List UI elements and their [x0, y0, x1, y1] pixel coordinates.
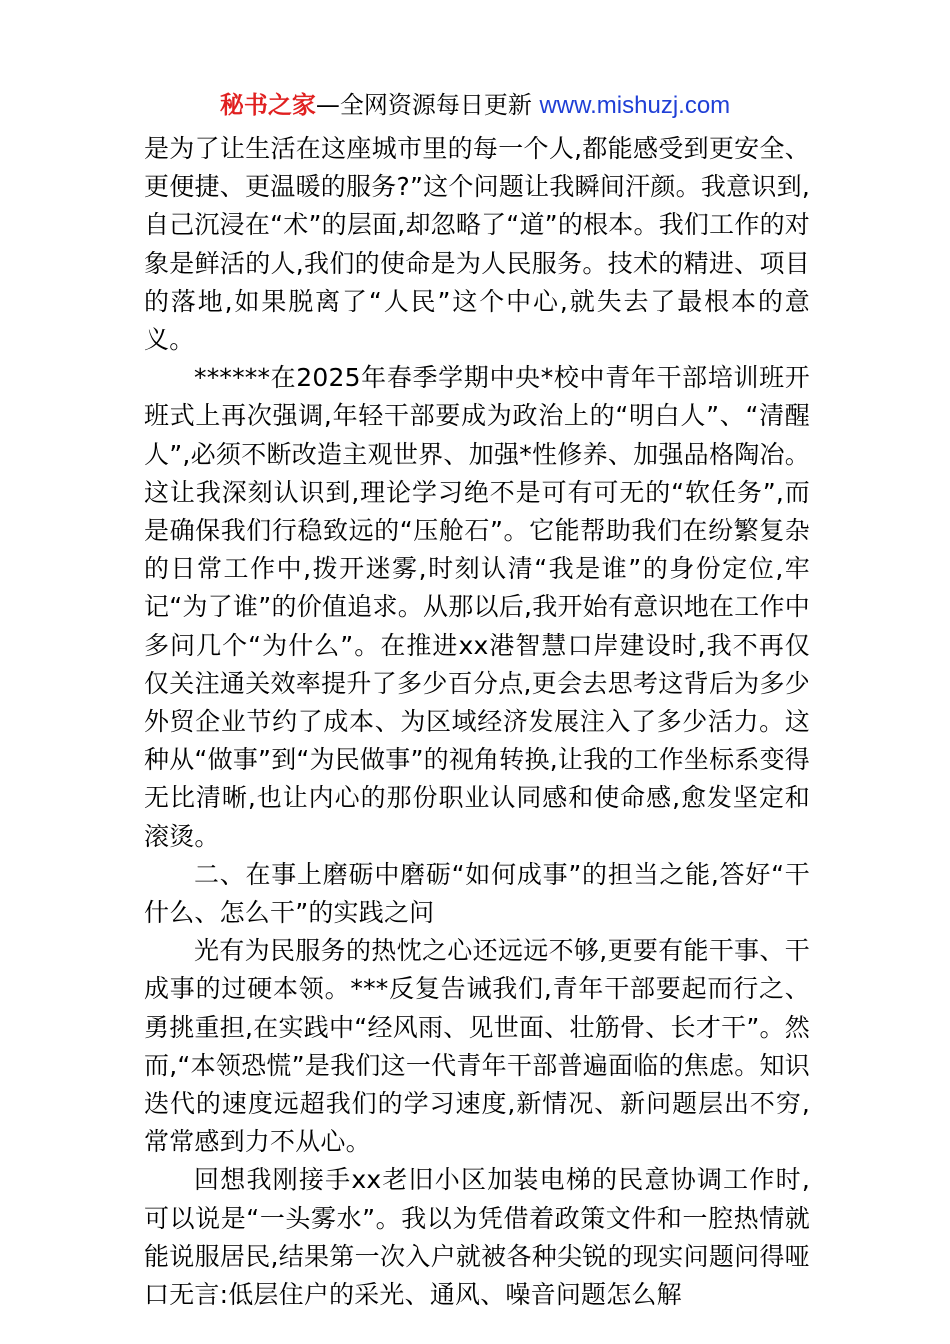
brand-name: 秘书之家: [219, 91, 316, 119]
paragraph-3: 光有为民服务的热忱之心还远远不够,更要有能干事、干成事的过硬本领。***反复告诫我们,青年干部要起而行之、勇挑重担,在实践中“经风雨、见世面、壮筋骨、长才干”。然而,“本领恐慌”是我们这一代青年干部普遍面临的焦虑。知识迭代的速度远超我们的学习速度,新情况、新问题层出不穷,常常感到力不从心。: [144, 936, 810, 1157]
paragraph-2: ******在2025年春季学期中央*校中青年干部培训班开班式上再次强调,年轻干部要成为政治上的“明白人”、“清醒人”,必须不断改造主观世界、加强*性修养、加强品格陶冶。这让我深刻认识到,理论学习绝不是可有可无的“软任务”,而是确保我们行稳致远的“压舱石”。它能帮助我们在纷繁复杂的日常工作中,拨开迷雾,时刻认清“我是谁”的身份定位,牢记“为了谁”的价值追求。从那以后,我开始有意识地在工作中多问几个“为什么”。在推进xx港智慧口岸建设时,我不再仅仅关注通关效率提升了多少百分点,更会去思考这背后为多少外贸企业节约了成本、为区域经济发展注入了多少活力。这种从“做事”到“为民做事”的视角转换,让我的工作坐标系变得无比清晰,也让内心的那份职业认同感和使命感,愈发坚定和滚烫。: [144, 363, 810, 851]
paragraph-1: 是为了让生活在这座城市里的每一个人,都能感受到更安全、更便捷、更温暖的服务?”这个问题让我瞬间汗颜。我意识到,自己沉浸在“术”的层面,却忽略了“道”的根本。我们工作的对象是鲜活的人,我们的使命是为人民服务。技术的精进、项目的落地,如果脱离了“人民”这个中心,就失去了最根本的意义。: [144, 134, 810, 355]
document-body: [144, 130, 810, 1314]
page-header: [0, 88, 950, 123]
site-url[interactable]: www.mishuzj.com: [539, 92, 731, 119]
paragraph-4: 回想我刚接手xx老旧小区加装电梯的民意协调工作时,可以说是“一头雾水”。我以为凭借着政策文件和一腔热情就能说服居民,结果第一次入户就被各种尖锐的现实问题问得哑口无言:低层住户的采光、通风、噪音问题怎么解: [144, 1165, 810, 1310]
section-heading-2: 二、在事上磨砺中磨砺“如何成事”的担当之能,答好“干什么、怎么干”的实践之问: [144, 859, 810, 928]
header-tagline: —全网资源每日更新: [315, 91, 540, 119]
